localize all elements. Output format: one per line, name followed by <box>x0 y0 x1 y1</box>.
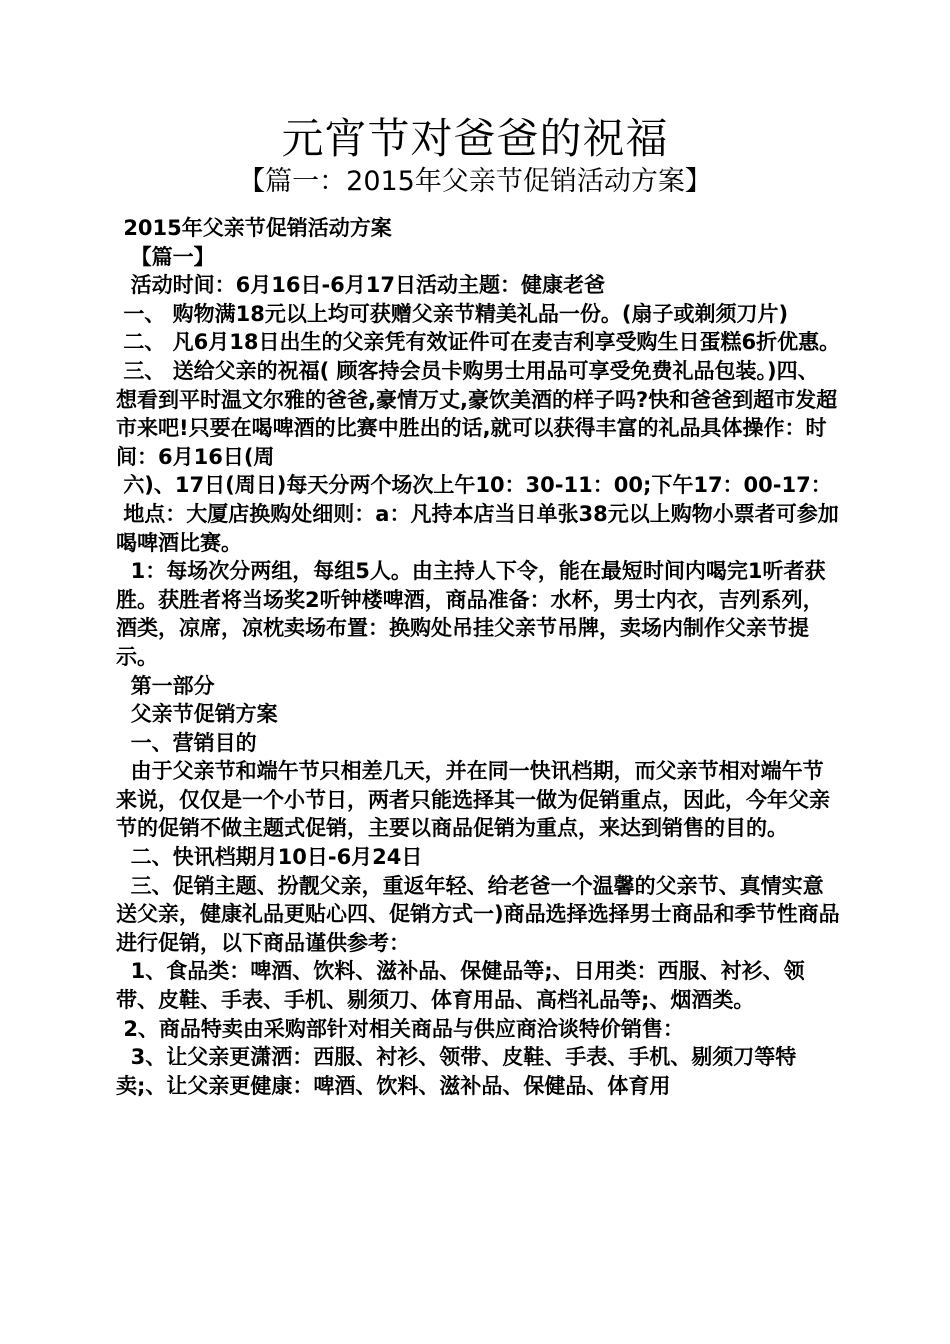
paragraph: 活动时间：6月16日-6月17日活动主题：健康老爸 <box>116 273 606 298</box>
paragraph: 第一部分 <box>116 673 215 698</box>
paragraph: 1：每场次分两组，每组5人。由主持人下令，能在最短时间内喝完1听者获胜。获胜者将当场奖2听钟楼啤酒，商品准备：水杯，男士内衣，吉列系列，酒类，凉席，凉枕卖场布置：换购处吊挂父亲节吊牌，卖场内制作父亲节提示。 <box>116 559 826 669</box>
paragraph: 一、营销目的 <box>116 730 257 755</box>
paragraph: 三、 送给父亲的祝福( 顾客持会员卡购男士用品可享受免费礼品包装。)四、 想看到平时温文尔雅的爸爸,豪情万丈,豪饮美酒的样子吗?快和爸爸到超市发超市来吧!只要在喝啤酒的比赛中胜出的话,就可以获得丰富的礼品具体操作：时间：6月16日(周 <box>116 358 838 469</box>
paragraph: 二、 凡6月18日出生的父亲凭有效证件可在麦吉利享受购生日蛋糕6折优惠。 <box>116 330 841 355</box>
paragraph: 【篇一】 <box>116 244 215 269</box>
document-subtitle: 【篇一：2015年父亲节促销活动方案】 <box>238 166 712 197</box>
paragraph: 3、让父亲更潇洒：西服、衬衫、领带、皮鞋、手表、手机、剔须刀等特卖;、让父亲更健康：啤酒、饮料、滋补品、保健品、体育用 <box>116 1045 797 1098</box>
paragraph: 三、促销主题、扮靓父亲，重返年轻、给老爸一个温馨的父亲节、真情实意送父亲，健康礼品更贴心四、促销方式一)商品选择选择男士商品和季节性商品进行促销，以下商品谨供参考： <box>116 873 840 955</box>
paragraph: 由于父亲节和端午节只相差几天，并在同一快讯档期，而父亲节相对端午节来说，仅仅是一个小节日，两者只能选择其一做为促销重点，因此，今年父亲节的促销不做主题式促销，主要以商品促销为重点，来达到销售的目的。 <box>116 759 830 841</box>
paragraph: 父亲节促销方案 <box>116 702 278 727</box>
paragraph: 六)、17日(周日)每天分两个场次上午10：30-11：00;下午17：00-17： <box>116 473 832 498</box>
document-body <box>116 214 842 1100</box>
document-title: 元宵节对爸爸的祝福 <box>281 114 669 163</box>
paragraph: 2、商品特卖由采购部针对相关商品与供应商洽谈特价销售： <box>116 1016 684 1041</box>
paragraph: 一、 购物满18元以上均可获赠父亲节精美礼品一份。(扇子或剃须刀片) <box>116 301 789 326</box>
paragraph: 地点：大厦店换购处细则：a：凡持本店当日单张38元以上购物小票者可参加喝啤酒比赛。 <box>116 501 839 555</box>
paragraph: 1、食品类：啤酒、饮料、滋补品、保健品等;、日用类：西服、衬衫、领带、皮鞋、手表、手机、剔须刀、体育用品、高档礼品等;、烟酒类。 <box>116 959 805 1013</box>
paragraph: 2015年父亲节促销活动方案 <box>116 216 392 240</box>
paragraph: 二、快讯档期月10日-6月24日 <box>116 845 423 870</box>
